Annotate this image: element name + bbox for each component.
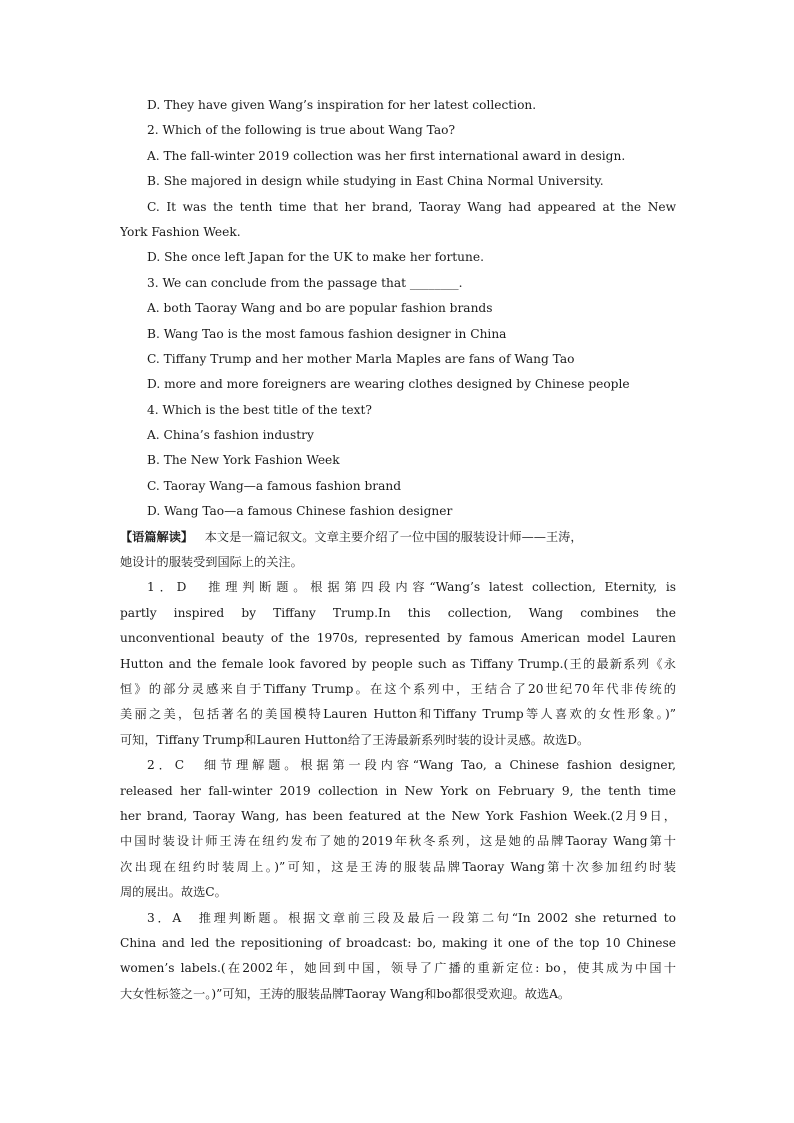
question-3-option-a: A. both Taoray Wang and bo are popular fashion brands — [147, 301, 493, 316]
answer-2-line: 中国时装设计师王涛在纽约发布了她的2019年秋冬系列，这是她的品牌Taoray Wang第十 — [120, 834, 676, 849]
answer-3-line: China and led the repositioning of broadcast: bo, making it one of the top 10 Chinese — [120, 935, 676, 950]
question-2-option-b: B. She majored in design while studying in East China Normal University. — [147, 174, 604, 189]
analysis-intro-text: 本文是一篇记叙文。文章主要介绍了一位中国的服装设计师——王涛， — [204, 529, 583, 544]
analysis-intro-line-2: 她设计的服装受到国际上的关注。 — [120, 555, 303, 570]
analysis-tag: 【语篇解读】 — [120, 529, 194, 544]
question-3-option-d: D. more and more foreigners are wearing clothes designed by Chinese people — [147, 377, 630, 392]
answer-2-explanation — [120, 753, 676, 905]
answer-3-line: women’s labels.(在2002年，她回到中国，领导了广播的重新定位: bo，使其成为中国十 — [120, 961, 676, 976]
question-2-option-d: D. She once left Japan for the UK to make her fortune. — [147, 250, 484, 265]
answer-1-line: 1．D 推理判断题。根据第四段内容“Wang’s latest collection, Eternity, is — [147, 580, 676, 595]
question-4-stem: 4. Which is the best title of the text? — [147, 402, 372, 417]
answer-2-line: 周的展出。故选C。 — [120, 885, 227, 900]
answer-1-line: Hutton and the female look favored by people such as Tiffany Trump.(王的最新系列《永 — [120, 656, 676, 671]
answer-3-line: 3．A 推理判断题。根据文章前三段及最后一段第二句“In 2002 she returned to — [147, 910, 676, 925]
question-2-stem: 2. Which of the following is true about Wang Tao? — [147, 123, 456, 138]
question-3-option-b: B. Wang Tao is the most famous fashion designer in China — [147, 326, 507, 341]
question-1-option-d: D. They have given Wang’s inspiration for her latest collection. — [147, 98, 537, 112]
question-2-option-c-line-2: York Fashion Week. — [120, 224, 241, 239]
answer-3-explanation — [120, 906, 676, 1008]
analysis-intro-line-1 — [120, 525, 676, 550]
answer-1-line: unconventional beauty of the 1970s, represented by famous American model Lauren — [120, 631, 676, 646]
answer-1-line: partly inspired by Tiffany Trump.In this collection, Wang combines the — [120, 605, 676, 620]
answer-1-line: 美丽之美，包括著名的美国模特Lauren Hutton和Tiffany Trump等人喜欢的女性形象。)” — [120, 707, 676, 722]
answer-2-line: 2．C 细节理解题。根据第一段内容“Wang Tao, a Chinese fashion designer, — [147, 758, 676, 773]
question-3-stem: 3. We can conclude from the passage that ________. — [147, 275, 463, 290]
question-4-option-c: C. Taoray Wang—a famous fashion brand — [147, 478, 402, 493]
question-2-option-c-line-1: C. It was the tenth time that her brand, Taoray Wang had appeared at the New — [147, 199, 676, 214]
answer-1-line: 可知，Tiffany Trump和Lauren Hutton给了王涛最新系列时装的设计灵感。故选D。 — [120, 732, 590, 747]
answer-1-explanation — [120, 575, 676, 753]
answer-2-line: her brand, Taoray Wang, has been featured at the New York Fashion Week.(2月9日， — [120, 808, 676, 823]
question-2-option-a: A. The fall-winter 2019 collection was her first international award in design. — [147, 148, 626, 163]
question-3-option-c: C. Tiffany Trump and her mother Marla Maples are fans of Wang Tao — [147, 351, 575, 366]
answer-2-line: 次出现在纽约时装周上。)”可知，这是王涛的服装品牌Taoray Wang第十次参加纽约时装 — [120, 859, 676, 874]
answer-2-line: released her fall-winter 2019 collection in New York on February 9, the tenth time — [120, 783, 676, 798]
question-4-option-a: A. China’s fashion industry — [147, 428, 314, 443]
question-4-option-d: D. Wang Tao—a famous Chinese fashion designer — [147, 504, 453, 519]
question-4-option-b: B. The New York Fashion Week — [147, 453, 340, 468]
answer-3-line: 大女性标签之一。)”可知，王涛的服装品牌Taoray Wang和bo都很受欢迎。故选A。 — [120, 986, 571, 1001]
answer-1-line: 恒》的部分灵感来自于Tiffany Trump。在这个系列中，王结合了20世纪70年代非传统的 — [120, 681, 676, 696]
